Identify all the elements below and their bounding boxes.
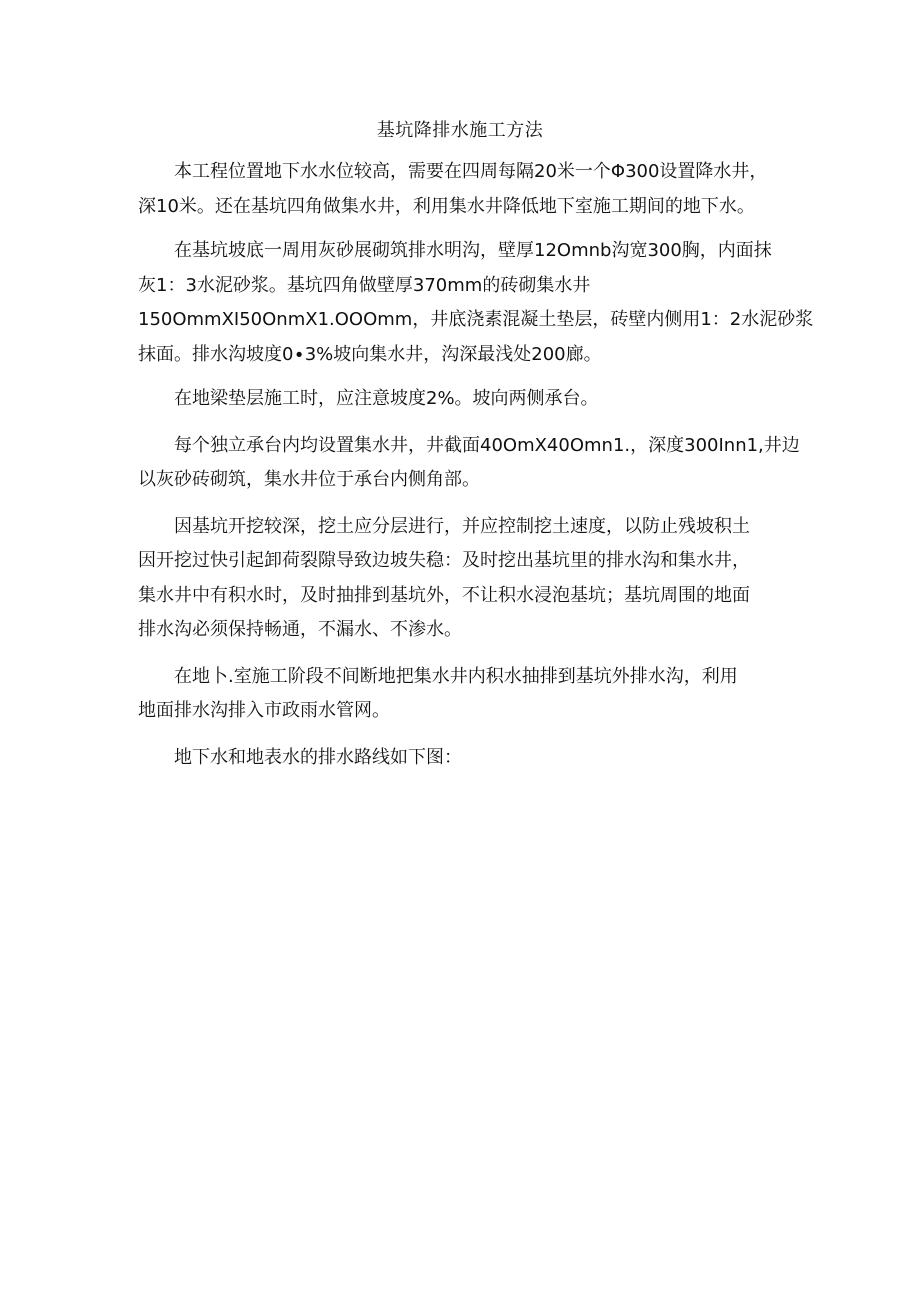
paragraph-drainage-route [138,741,828,776]
text-line: 在地梁垫层施工时，应注意坡度2%。坡向两侧承台。 [174,388,599,409]
text-line: 灰1：3水泥砂浆。基坑四角做壁厚370mm的砖砌集水井 [138,274,591,296]
paragraph-ground-beam-slope [138,382,828,417]
text-line: 集水井中有积水时，及时抽排到基坑外，不让积水浸泡基坑；基坑周围的地面 [138,584,750,606]
text-line: 深10米。还在基坑四角做集水井，利用集水井降低地下室施工期间的地下水。 [138,195,755,217]
paragraph-excavation-control [138,510,828,648]
text-line: 150OmmXI50OnmX1.OOOmm，井底浇素混凝土垫层，砖壁内侧用1：2水泥砂浆 [138,309,814,330]
paragraph-pumping-stage [138,660,828,729]
text-line: 以灰砂砖砌筑，集水井位于承台内侧角部。 [138,469,480,490]
document-title: 基坑降排水施工方法 [376,120,544,141]
text-line: 地下水和地表水的排水路线如下图： [174,746,462,768]
text-line: 因开挖过快引起卸荷裂隙导致边坡失稳：及时挖出基坑里的排水沟和集水井， [138,550,750,571]
text-line: 每个独立承台内均设置集水井，井截面40OmX40Omn1.，深度300Inn1,井边 [174,434,800,456]
text-line: 地面排水沟排入市政雨水管网。 [138,700,390,721]
text-line: 因基坑开挖较深，挖土应分层进行，并应控制挖土速度，以防止残坡积土 [174,515,750,537]
text-line: 在地卜.室施工阶段不间断地把集水井内积水抽排到基坑外排水沟，利用 [174,665,738,687]
paragraph-drainage-ditch [138,234,828,372]
text-line: 排水沟必须保持畅通，不漏水、不渗水。 [138,619,462,640]
paragraph-dewatering-wells [138,155,828,224]
document-body [138,155,828,775]
text-line: 抹面。排水沟坡度0∙3%坡向集水井，沟深最浅处200廊。 [138,343,602,365]
text-line: 本工程位置地下水水位较高，需要在四周每隔20米一个Φ300设置降水井， [174,161,768,182]
paragraph-cap-sumps [138,429,828,498]
text-line: 在基坑坡底一周用灰砂展砌筑排水明沟，壁厚12Omnb沟宽300胸，内面抹 [174,240,772,261]
